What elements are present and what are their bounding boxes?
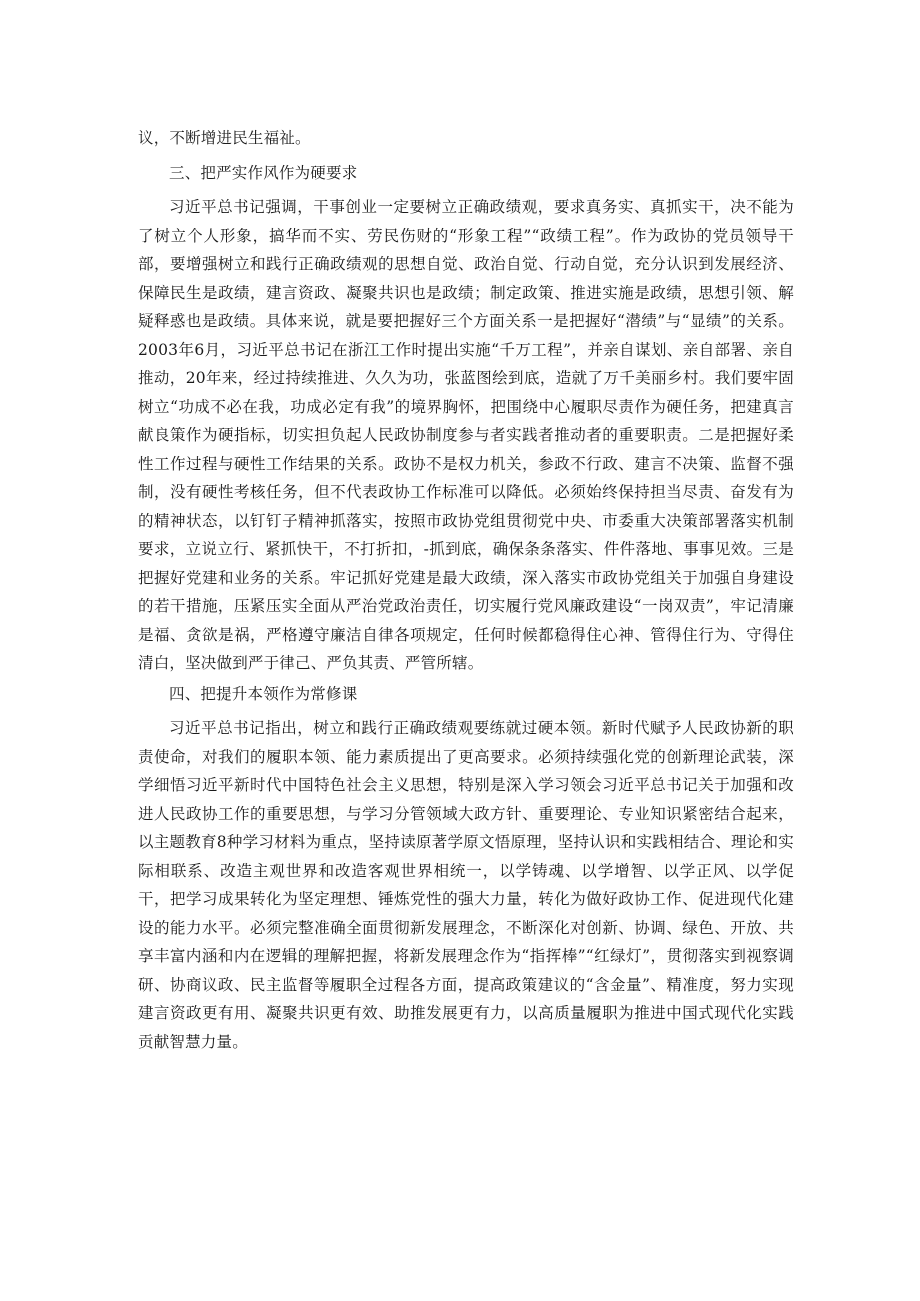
section-3-body: 习近平总书记强调，干事创业一定要树立正确政绩观，要求真务实、真抓实干，决不能为了树立个人形象，搞华而不实、劳民伤财的“形象工程”“政绩工程”。作为政协的党员领导干部，要增强树立和践行正确政绩观的思想自觉、政治自觉、行动自觉，充分认识到发展经济、保障民生是政绩，建言资政、凝聚共识也是政绩；制定政策、推进实施是政绩，思想引领、解疑释惑也是政绩。具体来说，就是要把握好三个方面关系一是把握好“潜绩”与“显绩”的关系。2003年6月，习近平总书记在浙江工作时提出实施“千万工程”，并亲自谋划、亲自部署、亲自推动，20年来，经过持续推进、久久为功，张蓝图绘到底，造就了万千美丽乡村。我们要牢固树立“功成不必在我，功成必定有我”的境界胸怀，把围绕中心履职尽责作为硬任务，把建真言献良策作为硬指标，切实担负起人民政协制度参与者实践者推动者的重要职责。二是把握好柔性工作过程与硬性工作结果的关系。政协不是权力机关，参政不行政、建言不决策、监督不强制，没有硬性考核任务，但不代表政协工作标准可以降低。必须始终保持担当尽责、奋发有为的精神状态，以钉钉子精神抓落实，按照市政协党组贯彻党中央、市委重大决策部署落实机制要求，立说立行、紧抓快干，不打折扣，-抓到底，确保条条落实、件件落地、事事见效。三是把握好党建和业务的关系。牢记抓好党建是最大政绩，深入落实市政协党组关于加强自身建设的若干措施，压紧压实全面从严治党政治责任，切实履行党风廉政建设“一岗双责”，牢记清廉是福、贪欲是祸，严格遵守廉洁自律各项规定，任何时候都稳得住心神、管得住行为、守得住清白，坚决做到严于律己、严负其责、严管所辖。 xyxy=(138,198,794,672)
section-4-body: 习近平总书记指出，树立和践行正确政绩观要练就过硬本领。新时代赋予人民政协新的职责使命，对我们的履职本领、能力素质提出了更高要求。必须持续强化党的创新理论武装，深学细悟习近平新时代中国特色社会主义思想，特别是深入学习领会习近平总书记关于加强和改进人民政协工作的重要思想，与学习分管领域大政方针、重要理论、专业知识紧密结合起来，以主题教育8种学习材料为重点，坚持读原著学原文悟原理，坚持认识和实践相结合、理论和实际相联系、改造主观世界和改造客观世界相统一，以学铸魂、以学增智、以学正风、以学促干，把学习成果转化为坚定理想、锤炼党性的强大力量，转化为做好政协工作、促进现代化建设的能力水平。必须完整准确全面贯彻新发展理念，不断深化对创新、协调、绿色、开放、共享丰富内涵和内在逻辑的理解把握，将新发展理念作为“指挥棒”“红绿灯”，贯彻落实到视察调研、协商议政、民主监督等履职全过程各方面，提高政策建议的“含金量”、精准度，努力实现建言资政更有用、凝聚共识更有效、助推发展更有力，以高质量履职为推进中国式现代化实践贡献智慧力量。 xyxy=(138,719,794,1051)
document-page xyxy=(138,124,794,1056)
section-heading-3: 三、把严实作风作为硬要求 xyxy=(169,163,358,182)
continued-paragraph: 议，不断增进民生福祉。 xyxy=(138,129,311,147)
section-heading-4: 四、把提升本领作为常修课 xyxy=(169,684,358,703)
